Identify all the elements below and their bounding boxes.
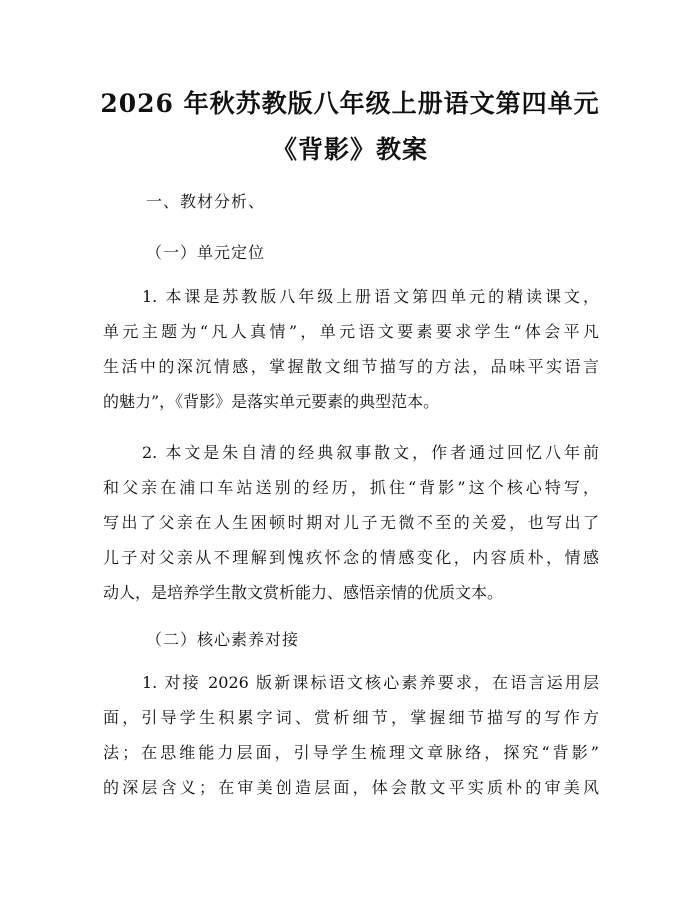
paragraph-line: 生活中的深沉情感，掌握散文细节描写的方法，品味平实语言 [103,357,599,376]
subsection-heading-core-literacy: （二）核心素养对接 [146,630,300,649]
paragraph-line: 1. 对接 2026 版新课标语文核心素养要求，在语言运用层 [142,673,599,692]
paragraph-line: 法；在思维能力层面，引导学生梳理文章脉络，探究“背影” [103,743,599,762]
paragraph-line: 2. 本文是朱自清的经典叙事散文，作者通过回忆八年前 [142,443,599,462]
paragraph-core-literacy-1 [103,665,599,805]
paragraph-unit-positioning-2 [103,435,599,610]
section-heading-teaching-material-analysis: 一、教材分析、 [146,192,266,211]
subsection-heading-unit-positioning: （一）单元定位 [146,243,266,262]
paragraph-unit-positioning-1 [103,279,599,419]
paragraph-line: 单元主题为“凡人真情”，单元语文要素要求学生“体会平凡 [103,322,599,341]
paragraph-line: 和父亲在浦口车站送别的经历，抓住“背影”这个核心特写， [103,478,599,497]
document-title-line-2: 《背影》教案 [271,135,428,164]
paragraph-line: 面，引导学生积累字词、赏析细节，掌握细节描写的写作方 [103,708,599,727]
paragraph-line: 动人，是培养学生散文赏析能力、感悟亲情的优质文本。 [103,583,504,602]
paragraph-line: 儿子对父亲从不理解到愧疚怀念的情感变化，内容质朴，情感 [103,548,599,567]
paragraph-line: 1. 本课是苏教版八年级上册语文第四单元的精读课文， [142,287,599,306]
paragraph-line: 的深层含义；在审美创造层面，体会散文平实质朴的审美风 [103,778,599,797]
paragraph-line: 写出了父亲在人生困顿时期对儿子无微不至的关爱，也写出了 [103,513,599,532]
paragraph-line: 的魅力”，《背影》是落实单元要素的典型范本。 [103,392,440,411]
document-title-line-1: 2026 年秋苏教版八年级上册语文第四单元 [100,89,600,118]
